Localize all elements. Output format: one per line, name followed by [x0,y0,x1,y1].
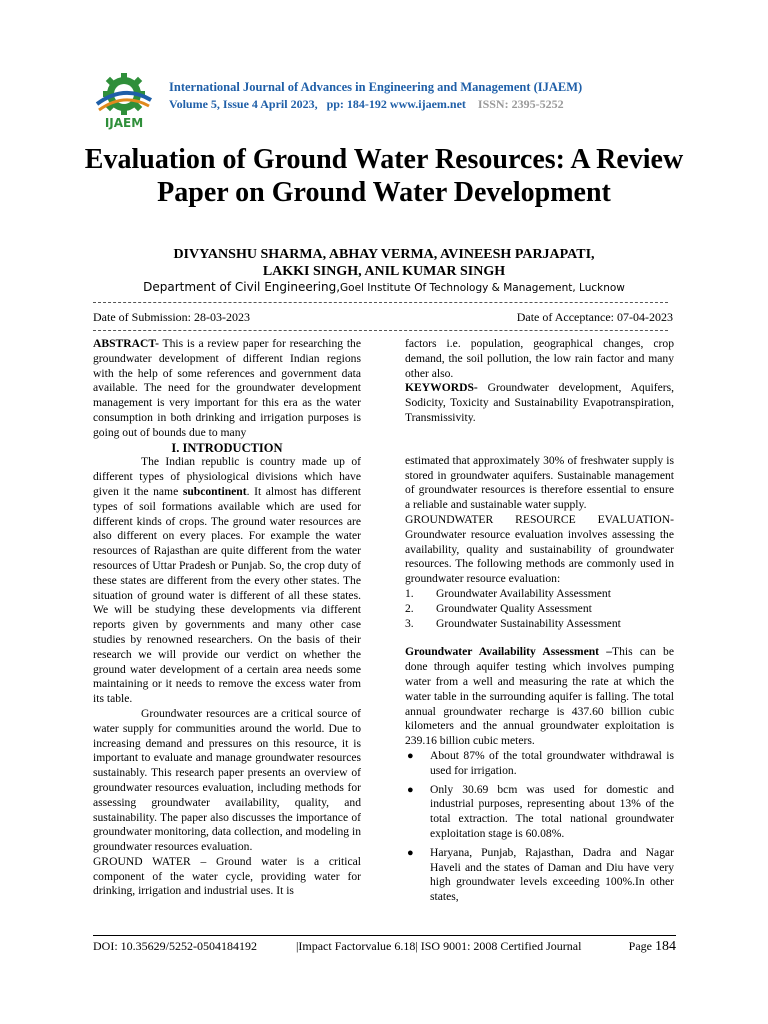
impact-factor: |Impact Factorvalue 6.18| ISO 9001: 2008 Certified Journal [296,939,582,953]
intro-paragraph-2: Groundwater resources are a critical source of water supply for communities around the world. Due to increasing demand and pressures on this resource, it is important to evaluate and manage groundwater resources sustainably. This research paper presents an overview of groundwater resources evaluation, including methods for assessing groundwater availability, quality, and sustainability. The paper also discusses the importance of groundwater monitoring, data collection, and modeling in groundwater resources evaluation. [93,706,361,854]
journal-details [169,97,564,112]
gear-logo-icon [93,70,155,130]
page-range: pp: 184-192 [326,97,387,111]
affiliation [80,280,688,294]
submission-date: Date of Submission: 28-03-2023 [93,310,250,324]
list-item: ● Haryana, Punjab, Rajasthan, Dadra and Nagar Haveli and the states of Daman and Diu have very high groundwater levels exceeding 100%.In other states, [407,845,674,904]
logo-text: IJAEM [104,116,144,130]
abstract-text: This is a review paper for researching the groundwater development of different Indian regions with the help of some references and government data available. The need for the groundwater development management is very important for this era as the water consumption in both drinking and irrigation purposes is going out of bounds due to many [93,337,361,439]
emphasis-subcontinent: subcontinent [182,484,247,498]
abstract-label: ABSTRACT- [93,337,159,350]
doi: DOI: 10.35629/5252-0504184192 [93,939,257,953]
list-item: 1. Groundwater Availability Assessment [405,586,611,600]
page-number: Page 184 [628,939,676,954]
bullet-icon: ● [407,846,414,859]
ground-water-paragraph: GROUND WATER – Ground water is a critical component of the water cycle, providing water for drinking, irrigation and industrial uses. It is [93,854,361,898]
authors-line-1: DIVYANSHU SHARMA, ABHAY VERMA, AVINEESH PARJAPATI, [173,247,595,262]
availability-paragraph [405,645,674,749]
paper-title: Evaluation of Ground Water Resources: A Review Paper on Ground Water Development [84,144,684,208]
divider-top [93,302,668,303]
evaluation-methods-list [405,587,674,631]
footer-rule [93,935,676,936]
author-list [80,246,688,280]
statistics-bullet-list [405,749,674,905]
intro-paragraph-1: The Indian republic is country made up of different types of physiological divisions which have given it the name subcontinent. It almost has different types of soil formations available which are used for different kinds of crops. The ground water resources are also different on every places. For example the water resources of Rajasthan are quite different from the water resources of Uttar Pradesh or Punjab. So, the crop duty of these states are different from the every other states. The situation of ground water is different of all these states. We will be studying these developments via different reports given by governments and many other case studies by renowned researchers. On the basis of their research we will provide our verdict on whether the ground water development of a certain area needs some maintaining or it needs to remove the excess water from its table. [93,455,361,706]
section-heading-introduction: I. INTRODUCTION [171,440,283,455]
journal-website-link[interactable]: www.ijaem.net [389,97,466,111]
keywords-label: KEYWORDS- [405,381,478,395]
abstract-continued: factors i.e. population, geographical changes, crop demand, the soil pollution, the low rain factor and many other also. [405,337,674,380]
authors-line-2: LAKKI SINGH, ANIL KUMAR SINGH [262,264,506,279]
freshwater-paragraph: estimated that approximately 30% of freshwater supply is stored in groundwater aquifers. Sustainable management of groundwater resources is therefore essential to ensure a reliable and sustainable water supply. [405,453,674,512]
list-item: ● Only 30.69 bcm was used for domestic and industrial purposes, representing about 13% of the total extraction. The total national groundwater exploitation stage is 60.08%. [407,782,674,840]
abstract [93,337,361,441]
divider-bottom [93,330,668,331]
availability-text: This can be done through aquifer testing which involves pumping water from a well and measuring the rate at which the water table in the surrounding aquifer is falling. The total annual groundwater recharge is 437.60 billion cubic kilometers and the annual groundwater exploitation is 239.16 billion cubic meters. [405,645,674,748]
acceptance-date: Date of Acceptance: 07-04-2023 [516,310,673,324]
issn: ISSN: 2395-5252 [477,97,564,111]
department: Department of Civil Engineering, [143,280,341,294]
keywords [405,381,674,425]
list-item: 3. Groundwater Sustainability Assessment [405,616,621,630]
availability-label: Groundwater Availability Assessment – [405,645,613,659]
journal-logo [93,70,155,130]
evaluation-paragraph: GROUNDWATER RESOURCE EVALUATION- Groundwater resource evaluation involves assessing the availability, quality and sustainability of groundwater resources. The following methods are commonly used in groundwater resource evaluation: [405,512,674,586]
right-column [405,337,674,909]
bullet-icon: ● [407,749,414,762]
keywords-text: Groundwater development, Aquifers, Sodicity, Toxicity and Sustainability Evapotranspiration, Transmissivity. [405,381,674,424]
bullet-icon: ● [407,783,414,796]
left-column [93,337,361,899]
list-item: 2. Groundwater Quality Assessment [405,601,592,615]
journal-name: International Journal of Advances in Engineering and Management (IJAEM) [169,80,583,94]
journal-header [93,70,693,130]
institute: Goel Institute Of Technology & Management, Lucknow [340,282,625,294]
list-item: ● About 87% of the total groundwater withdrawal is used for irrigation. [407,748,674,777]
volume-issue: Volume 5, Issue 4 April 2023, [169,97,318,111]
